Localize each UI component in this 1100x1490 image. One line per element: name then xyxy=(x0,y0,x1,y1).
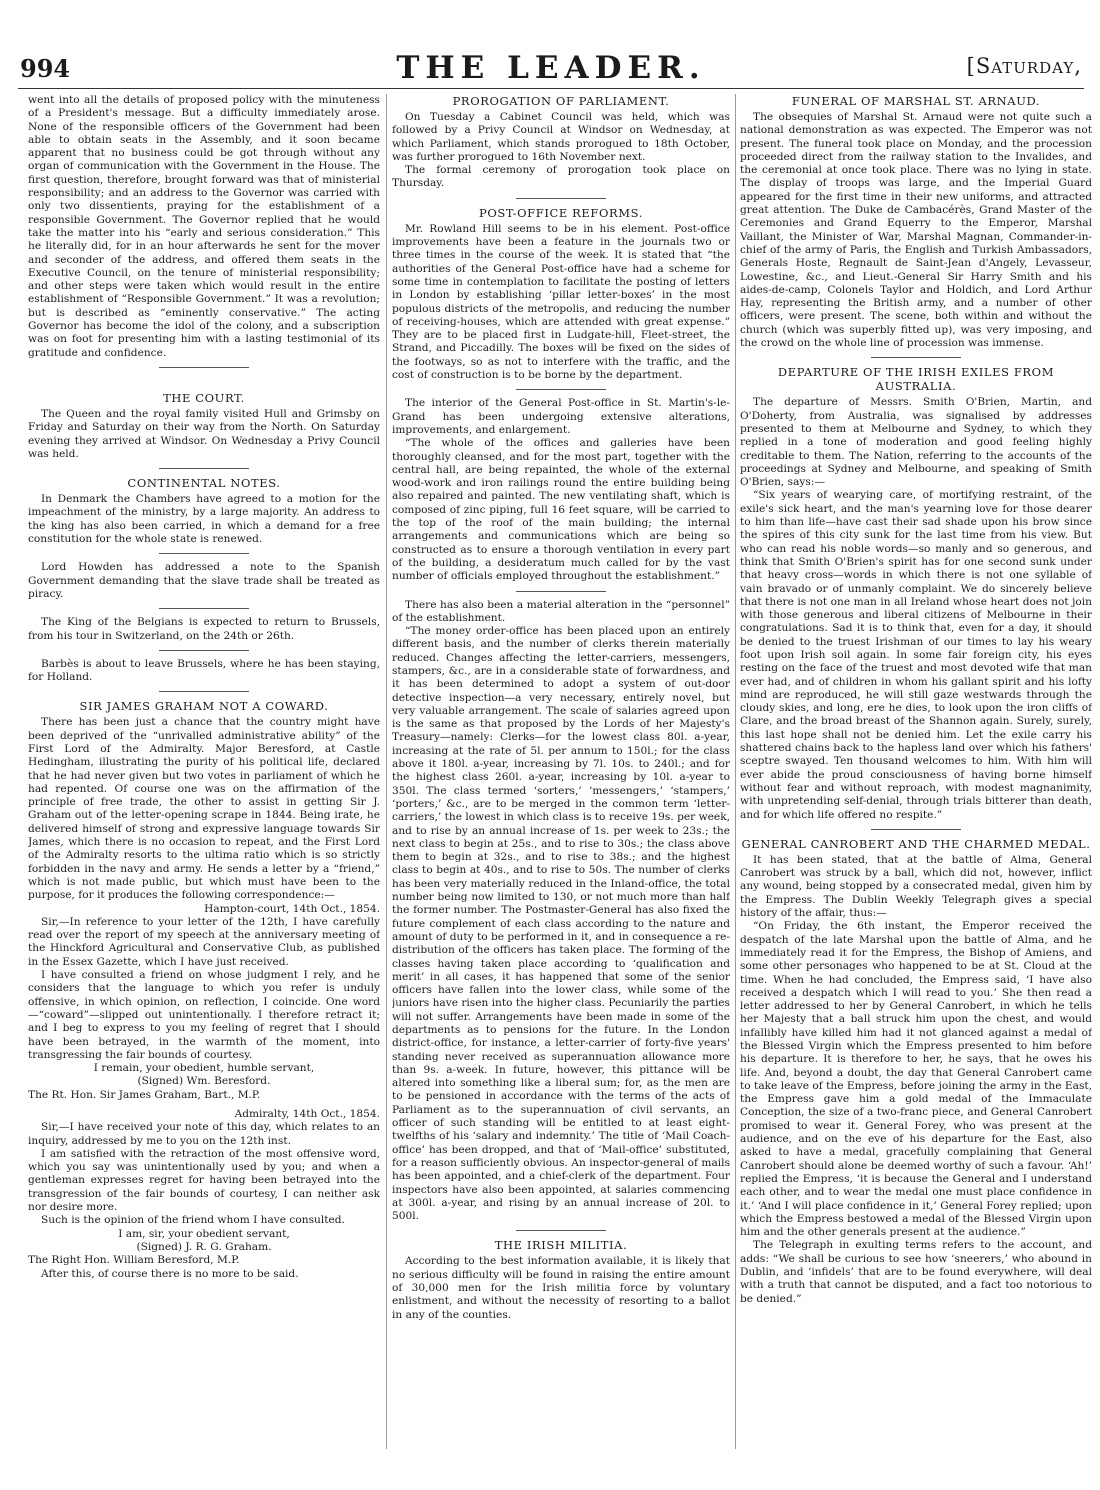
quoted-paragraph: “The money order-office has been placed upon an entirely different basis, and the number of clerks therein materially reduced. Changes affecting the letter-carriers, messengers, stampers, &c., are in a considerable state of forwardness, and it has been determined to adopt a system of out-door detective inspection—a very necessary, entirely novel, but very valuable arrangement. The scale of salaries agreed upon is the same as that proposed by the Lords of her Majesty's Treasury—namely: Clerks—for the lowest class 80l. a-year, increasing at the rate of 5l. per annum to 150l.; for the class above it 180l. a-year, increasing by 7l. 10s. to 240l.; and for the highest class 260l. a-year, increasing by 10l. a-year to 350l. The class termed ‘sorters,’ ‘messengers,’ ‘stampers,’ ‘porters,’ &c., are to be merged in the common term ‘letter-carriers,’ the lowest in which class is to receive 19s. per week, and to rise by an annual increase of 1s. per week to 23s.; the next class to begin at 25s., and to rise to 30s.; the class above them to begin at 32s., and to rise to 38s.; and the highest class to begin at 40s., and to rise to 50s. The number of clerks has been very materially reduced in the Inland-office, the total number being now limited to 130, or not much more than half the former number. The Postmaster-General has also fixed the future complement of each class according to the nature and amount of duty to be performed in it, and in consequence a re-distribution of the officers has taken place. The forming of the classes having taken place according to ‘qualification and merit’ in all cases, it has happened that some of the senior officers have fallen into the lower class, while some of the juniors have risen into the higher class. Pecuniarily the parties will not suffer. Arrangements have been made in some of the departments as to pensions for the future. In the London district-office, for instance, a letter-carrier of forty-five years' standing never received as superannuation allowance more than 9s. a-week. In future, however, this pittance will be altered into something like a liberal sum; for, as the men are to be pensioned in accordance with the terms of the acts of Parliament as to the superannuation of civil servants, an officer of such standing will be entitled to at least eight-twelfths of his ‘salary and indemnity.’ The title of ‘Mail Coach-office’ has been dropped, and that of ‘Mail-office’ substituted, for a reason sufficiently obvious. An inspector-general of mails has been appointed, and a chief-clerk of the department. Four inspectors have also been appointed, at salaries commencing at 300l. a-year, and rising by an annual increase of 20l. to 500l. xyxy=(392,625,730,1223)
article-paragraph: It has been stated, that at the battle of Alma, General Canrobert was struck by a ball, which did not, however, inflict any wound, being stopped by a consecrated medal, given him by the Empress. The Dublin Weekly Telegraph gives a special history of the affair, thus:— xyxy=(740,853,1092,920)
article-separator xyxy=(159,553,249,554)
article-separator xyxy=(159,608,249,609)
article-paragraph: According to the best information available, it is likely that no serious difficulty will be found in raising the entire amount of 30,000 men for the Irish militia force by voluntary enlistment, and without the necessity of resorting to a ballot in any of the counties. xyxy=(392,1255,730,1321)
column-1 xyxy=(28,94,380,1474)
article-paragraph: The Queen and the royal family visited Hull and Grimsby on Friday and Saturday on their way from the North. On Saturday evening they arrived at Windsor. On Wednesday a Privy Council was held. xyxy=(28,407,380,460)
article-separator xyxy=(159,691,249,692)
letter-closing: I am, sir, your obedient servant, xyxy=(118,1227,290,1240)
masthead xyxy=(18,48,1084,89)
letter-paragraph: I am satisfied with the retraction of the most offensive word, which you say was unintentionally used by you; and when a gentleman expresses regret for having been betrayed into the transgression of the fair bounds of courtesy, I can neither ask nor desire more. xyxy=(28,1147,380,1214)
article-paragraph: There has been just a chance that the country might have been deprived of the “unrivalled administrative ability” of the First Lord of the Admiralty. Major Beresford, at Castle Hedingham, illustrating the purity of his political life, declared that he had never given but two votes in parliament of which he had repented. Of course one was on the affirmation of the principle of free trade, the other to assist in getting Sir J. Graham out of the letter-opening scrape in 1844. Being irate, he delivered himself of strong and expressive language towards Sir James, which there is no occasion to repeat, and the First Lord of the Admiralty resorts to the ultima ratio which is so strictly forbidden in the navy and army. He sends a letter by a “friend,” which is not made public, but which must have been to the purpose, for it produces the following correspondence:— xyxy=(28,716,380,902)
article-heading: FUNERAL OF MARSHAL ST. ARNAUD. xyxy=(791,94,1041,108)
article-paragraph: The formal ceremony of prorogation took place on Thursday. xyxy=(392,164,730,190)
article-heading: DEPARTURE OF THE IRISH EXILES FROM AUSTRALIA. xyxy=(777,365,1055,394)
article-separator xyxy=(516,389,606,390)
letter-addressee: The Rt. Hon. Sir James Graham, Bart., M.P. xyxy=(28,1088,261,1101)
article-paragraph: On Tuesday a Cabinet Council was held, which was followed by a Privy Council at Windsor on Wednesday, at which Parliament, which stands prorogued to 18th October, was further prorogued to 16th November next. xyxy=(392,111,730,163)
column-rule xyxy=(735,94,736,1449)
article-heading: POST-OFFICE REFORMS. xyxy=(479,205,643,220)
letter-dateline: Hampton-court, 14th Oct., 1854. xyxy=(204,902,380,915)
letter-dateline: Admiralty, 14th Oct., 1854. xyxy=(234,1108,380,1120)
letter-signature: (Signed) J. R. G. Graham. xyxy=(136,1240,272,1253)
article-paragraph: Mr. Rowland Hill seems to be in his element. Post-office improvements have been a feature in the journals two or three times in the course of the week. It is stated that “the authorities of the General Post-office have had a scheme for some time in contemplation to facilitate the posting of letters in London by establishing ‘pillar letter-boxes’ in the most populous districts of the metropolis, and reducing the number of receiving-houses, which are attended with great expense.” They are to be placed first in Ludgate-hill, Fleet-street, the Strand, and Piccadilly. The boxes will be fixed on the sides of the footways, so as not to interfere with the traffic, and the cost of construction is to be borne by the department. xyxy=(392,222,730,382)
column-2 xyxy=(392,94,730,1474)
article-separator xyxy=(871,829,961,830)
article-heading: GENERAL CANROBERT AND THE CHARMED MEDAL. xyxy=(741,836,1091,851)
article-paragraph: went into all the details of proposed policy with the minuteness of a President's message. But a difficulty immediately arose. None of the responsible officers of the Government had been able to obtain seats in the Assembly, and it soon became apparent that no business could be got through without any organ of communication with the Government in the House. The first question, therefore, brought forward was that of ministerial responsibility; and an address to the Governor was carried with only two dissentients, praying for the establishment of a responsible Government. The Governor replied that he would take the matter into his “early and serious consideration.” This he literally did, for in an hour afterwards he sent for the mover and seconder of the address, and offered them seats in the Executive Council, on the tenure of ministerial responsibility; and other steps were taken which would result in the entire establishment of “Responsible Government.” It was a revolution; but is described as “eminently conservative.” The acting Governor has become the idol of the colony, and a subscription was on foot for presenting him with a lasting testimonial of its gratitude and confidence. xyxy=(28,94,380,359)
article-separator xyxy=(516,591,606,592)
quoted-paragraph: “The whole of the offices and galleries have been thoroughly cleansed, and for the most part, together with the central hall, are being repainted, the whole of the external wood-work and iron railings round the entire building being also repaired and painted. The new ventilating shaft, which is composed of zinc piping, full 16 feet square, will be carried to the top of the roof of the main building; the internal arrangements and communications which are being so constructed as to ensure a thorough ventilation in every part of the building, a desideratum much called for by the vast number of officials employed throughout the establishment.” xyxy=(392,437,730,583)
article-separator xyxy=(159,367,249,368)
article-paragraph: Lord Howden has addressed a note to the Spanish Government demanding that the slave trade shall be treated as piracy. xyxy=(28,561,380,600)
article-paragraph: The departure of Messrs. Smith O'Brien, Martin, and O'Doherty, from Australia, was signalised by addresses presented to them at Melbourne and Sydney, to which they replied in a tone of moderation and good feeling highly creditable to them. The Nation, referring to the accounts of the proceedings at Sydney and Melbourne, and speaking of Smith O'Brien, says:— xyxy=(740,396,1092,489)
letter-paragraph: Sir,—I have received your note of this day, which relates to an inquiry, addressed by me to you on the 12th inst. xyxy=(28,1121,380,1147)
article-heading: SIR JAMES GRAHAM NOT A COWARD. xyxy=(79,699,329,714)
article-paragraph: The obsequies of Marshal St. Arnaud were not quite such a national demonstration as was expected. The Emperor was not present. The funeral took place on Monday, and the procession proceeded direct from the railway station to the Invalides, and the ceremonial at once took place. There was no lying in state. The display of troops was large, and the Imperial Guard appeared for the first time in their new uniforms, and attracted great attention. The Duke de Cambacérès, Grand Master of the Ceremonies and Grand Equerry to the Emperor, Marshal Vaillant, the Minister of War, Marshal Magnan, Commander-in-chief of the army of Paris, the English and Turkish Ambassadors, Generals Hoste, Regnault de Saint-Jean d'Angely, Levasseur, Lowestine, &c., and Lieut.-General Sir Harry Smith and his aides-de-camp, Colonels Taylor and Holdich, and Lord Arthur Hay, representing the British army, and a number of other officers, were present. The scene, both within and without the church (which was superbly fitted up), was very imposing, and the crowd on the whole line of procession was immense. xyxy=(740,111,1092,350)
article-paragraph: After this, of course there is no more to be said. xyxy=(41,1267,299,1280)
article-paragraph: In Denmark the Chambers have agreed to a motion for the impeachment of the ministry, by a large majority. An address to the king has also been carried, in which a demand for a free constitution for the whole state is renewed. xyxy=(28,493,380,546)
article-paragraph: Barbès is about to leave Brussels, where he has been staying, for Holland. xyxy=(28,657,380,684)
article-separator xyxy=(871,357,961,358)
article-heading: PROROGATION OF PARLIAMENT. xyxy=(452,94,670,108)
article-heading: THE COURT. xyxy=(163,390,245,405)
article-separator xyxy=(516,198,606,199)
article-separator xyxy=(159,468,249,469)
article-separator xyxy=(516,1230,606,1231)
article-paragraph: The King of the Belgians is expected to return to Brussels, from his tour in Switzerland, on the 24th or 26th. xyxy=(28,616,380,642)
letter-closing: I remain, your obedient, humble servant, xyxy=(93,1062,315,1075)
letter-paragraph: Sir,—In reference to your letter of the 12th, I have carefully read over the report of my speech at the anniversary meeting of the Hinckford Agricultural and Conservative Club, as published in the Essex Gazette, which I have just received. xyxy=(28,915,380,968)
article-paragraph: There has also been a material alteration in the “personnel” of the establishment. xyxy=(392,598,730,624)
article-heading: CONTINENTAL NOTES. xyxy=(127,476,281,491)
column-3 xyxy=(740,94,1092,1474)
letter-addressee: The Right Hon. William Beresford, M.P. xyxy=(28,1254,240,1267)
quoted-paragraph: “Six years of wearying care, of mortifying restraint, of the exile's sick heart, and the man's yearning love for those dearer to him than life—have cast their sad shade upon his brow since the spires of this city sunk for the last time from his view. But who can read his noble words—so manly and so generous, and think that Smith O'Brien's spirit has for one second sunk under that heavy cross—words in which there is not one syllable of vain bravado or of unmanly complaint. We do sincerely believe that there is not one man in all Ireland whose heart does not join with those generous and liberal citizens of Melbourne in their congratulations. Sad it is to think that, even for a day, it should be denied to the truest Irishman of our times to lay his weary foot upon Irish soil again. In some fair foreign city, his eyes resting on the face of the truest and most devoted wife that man ever had, and of children in whom his gallant spirit and his lofty mind are reproduced, he will still gaze westwards through the cloudy skies, and long, ere he dies, to look upon the iron cliffs of Clare, and the broad breast of the Shannon again. Surely, surely, this last hope shall not be denied him. Let the exile carry his shattered chains back to the hapless land over which his fathers' sceptre swayed. Ten thousand welcomes to him. With him will ever abide the proud consciousness of having borne himself without fear and without reproach, with modest magnanimity, with unpretending self-denial, through trials bitterer than death, and for which life offered no respite.” xyxy=(740,489,1092,821)
column-rule xyxy=(386,94,387,1449)
issue-day: [Saturday, xyxy=(966,54,1082,78)
article-paragraph: The Telegraph in exulting terms refers to the account, and adds: “We shall be curious to see how ‘sneerers,’ who abound in Dublin, and ‘infidels’ that are to be found everywhere, will deal with a truth that cannot be disputed, and a fact too notorious to be denied.” xyxy=(740,1239,1092,1305)
article-heading: THE IRISH MILITIA. xyxy=(494,1238,628,1253)
letter-paragraph: I have consulted a friend on whose judgment I rely, and he considers that the language to which you refer is unduly offensive, in which opinion, on reflection, I coincide. One word—“coward”—slipped out unintentionally. I therefore retract it; and I beg to express to you my feeling of regret that I should have been betrayed, in the warmth of the moment, into transgressing the fair bounds of courtesy. xyxy=(28,969,380,1061)
page-number: 994 xyxy=(20,54,71,83)
letter-signature: (Signed) Wm. Beresford. xyxy=(137,1075,271,1088)
article-paragraph: The interior of the General Post-office in St. Martin's-le-Grand has been undergoing extensive alterations, improvements, and enlargement. xyxy=(392,397,730,436)
quoted-paragraph: “On Friday, the 6th instant, the Emperor received the despatch of the late Marshal upon the battle of Alma, and he immediately read it for the Empress, the Bishop of Amiens, and some other personages who happened to be at St. Cloud at the time. When he had concluded, the Empress said, ‘I have also received a despatch which I will read to you.’ She then read a letter addressed to her by General Canrobert, in which he tells her Majesty that a ball struck him upon the chest, and would infallibly have killed him had it not glanced against a medal of the Blessed Virgin which the Empress presented to him before his departure. It is therefore to her, he says, that he owes his life. And, beyond a doubt, the day that General Canrobert came to take leave of the Empress, before joining the army in the East, the Empress gave him a gold medal of the Immaculate Conception, the size of a two-franc piece, and General Canrobert promised to wear it. General Forey, who was present at the audience, and on the eve of his departure for the East, also asked to have a medal, gracefully complaining that General Canrobert should alone be deemed worthy of such a favour. ‘Ah!’ replied the Empress, ‘it is because the General and I understand each other, and to wear the medal one must place confidence in it.’ ‘And I will place confidence in it,’ General Forey replied; upon which the Empress bestowed a medal of the Blessed Virgin upon him and the other generals present at the audience.” xyxy=(740,920,1092,1239)
newspaper-title: THE LEADER. xyxy=(396,50,706,86)
article-separator xyxy=(159,650,249,651)
letter-paragraph: Such is the opinion of the friend whom I have consulted. xyxy=(41,1214,345,1227)
